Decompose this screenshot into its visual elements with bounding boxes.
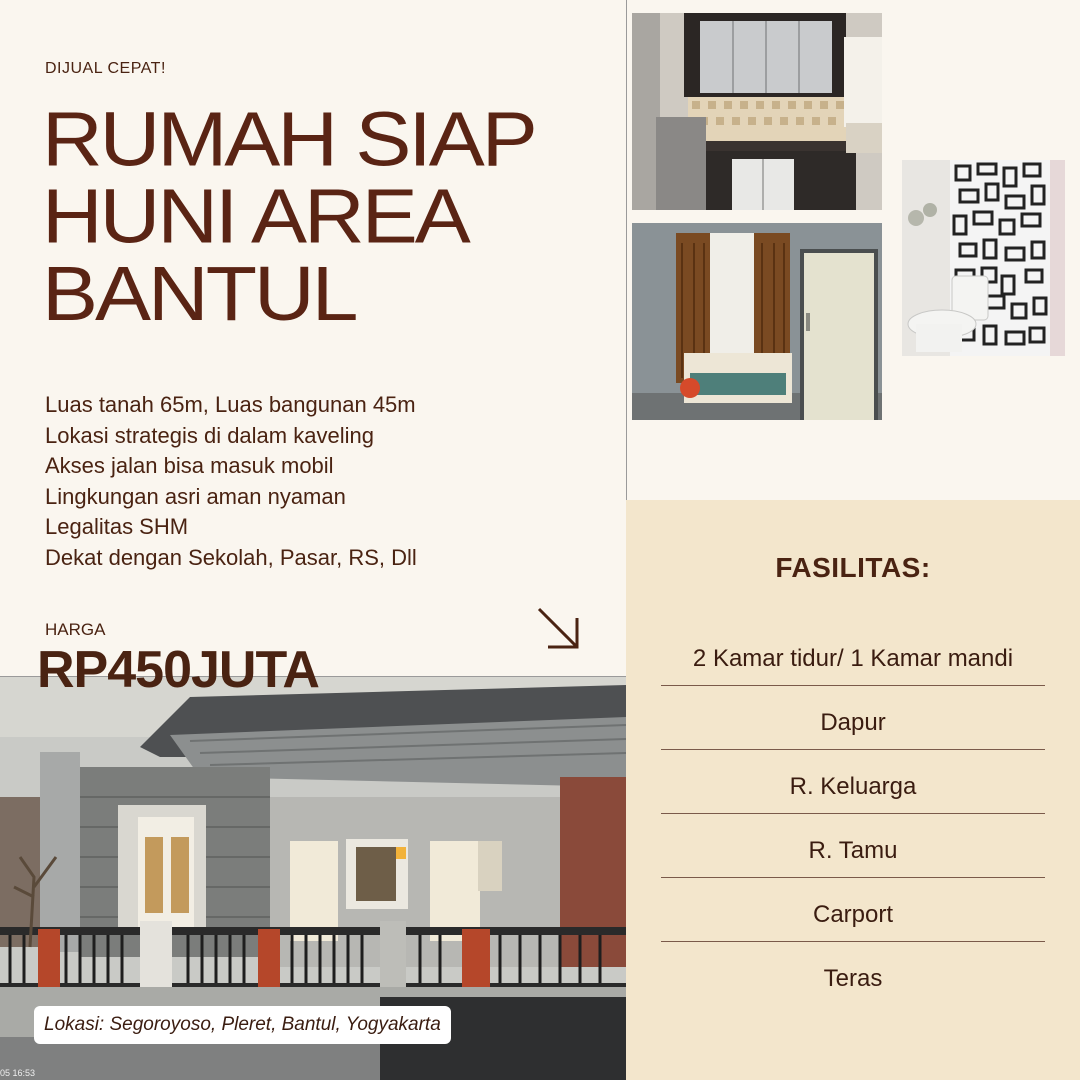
price-value: RP450JUTA <box>37 641 319 699</box>
vertical-divider <box>626 0 627 500</box>
facility-item: 2 Kamar tidur/ 1 Kamar mandi <box>661 622 1045 686</box>
arrow-down-right-icon <box>534 604 584 654</box>
feature-item: Dekat dengan Sekolah, Pasar, RS, Dll <box>45 544 417 570</box>
location-label: Lokasi: Segoroyoso, Pleret, Bantul, Yogyakarta <box>34 1006 451 1044</box>
feature-item: Lingkungan asri aman nyaman <box>45 483 346 509</box>
facility-item: Dapur <box>661 686 1045 750</box>
page-title: RUMAH SIAP HUNI AREA BANTUL <box>42 95 534 337</box>
living-room-photo <box>632 223 882 420</box>
kitchen-photo <box>632 13 882 210</box>
facilities-list <box>661 622 1045 1006</box>
photo-timestamp: 05 16:53 <box>0 1068 36 1078</box>
facility-item: Teras <box>823 965 883 992</box>
feature-item: Akses jalan bisa masuk mobil <box>45 453 334 478</box>
bathroom-photo <box>902 160 1065 356</box>
poster-info-panel <box>0 0 626 676</box>
feature-list <box>45 390 417 573</box>
feature-item: Legalitas SHM <box>45 514 189 539</box>
facility-item: R. Keluarga <box>661 750 1045 814</box>
tagline: DIJUAL CEPAT! <box>45 60 166 77</box>
feature-item: Lokasi strategis di dalam kaveling <box>45 422 374 448</box>
facility-item: Carport <box>661 878 1045 942</box>
facilities-panel <box>626 500 1080 1080</box>
feature-item: Luas tanah 65m, Luas bangunan 45m <box>45 392 416 417</box>
facilities-heading: FASILITAS: <box>775 552 931 583</box>
price-label: HARGA <box>45 620 106 639</box>
facility-item: R. Tamu <box>661 814 1045 878</box>
